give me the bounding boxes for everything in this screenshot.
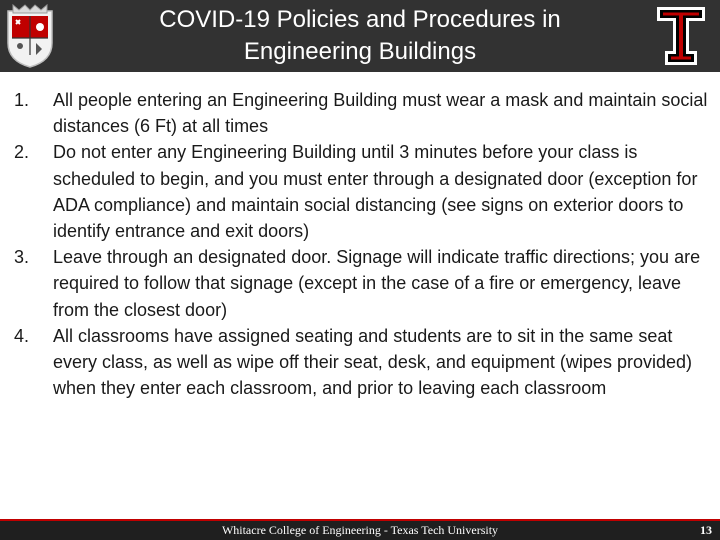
list-item-text: All classrooms have assigned seating and students are to sit in the same seat every class, as well as wipe off their seat, desk, and equipment (wipes provided) when they enter each classroom, and prior to leaving each classroom <box>53 325 692 399</box>
list-item <box>14 323 708 402</box>
list-item-number: 1. <box>14 90 30 110</box>
slide-footer <box>0 519 720 540</box>
slide-title-line-2: Engineering Buildings <box>243 38 477 65</box>
list-item-number: 3. <box>14 247 30 268</box>
list-item <box>14 244 708 323</box>
list-item-text: All people entering an Engineering Building must wear a mask and maintain social distances (6 Ft) at all times <box>53 90 708 137</box>
footer-text: Whitacre College of Engineering - Texas Tech University <box>221 523 499 537</box>
list-item <box>14 139 708 244</box>
slide-title <box>70 4 650 68</box>
texas-tech-seal-icon <box>5 3 55 69</box>
footer-accent-line <box>0 519 720 521</box>
slide-header <box>0 0 720 72</box>
list-item-number: 4. <box>14 325 30 346</box>
double-t-logo-icon <box>655 5 707 67</box>
list-item-text: Do not enter any Engineering Building until 3 minutes before your class is scheduled to begin, and you must enter through a designated door (exception for ADA compliance) and maintain social distancing (see signs on exterior doors to identify entrance and exit doors) <box>53 142 698 242</box>
page-number: 13 <box>700 523 712 537</box>
list-item <box>14 87 708 139</box>
list-item-number: 2. <box>14 142 30 163</box>
slide-title-line-1: COVID-19 Policies and Procedures in <box>159 6 561 33</box>
policy-list <box>14 87 714 401</box>
list-item-text: Leave through an designated door. Signage will indicate traffic directions; you are required to follow that signage (except in the case of a fire or emergency, leave from the closest door) <box>53 247 701 320</box>
